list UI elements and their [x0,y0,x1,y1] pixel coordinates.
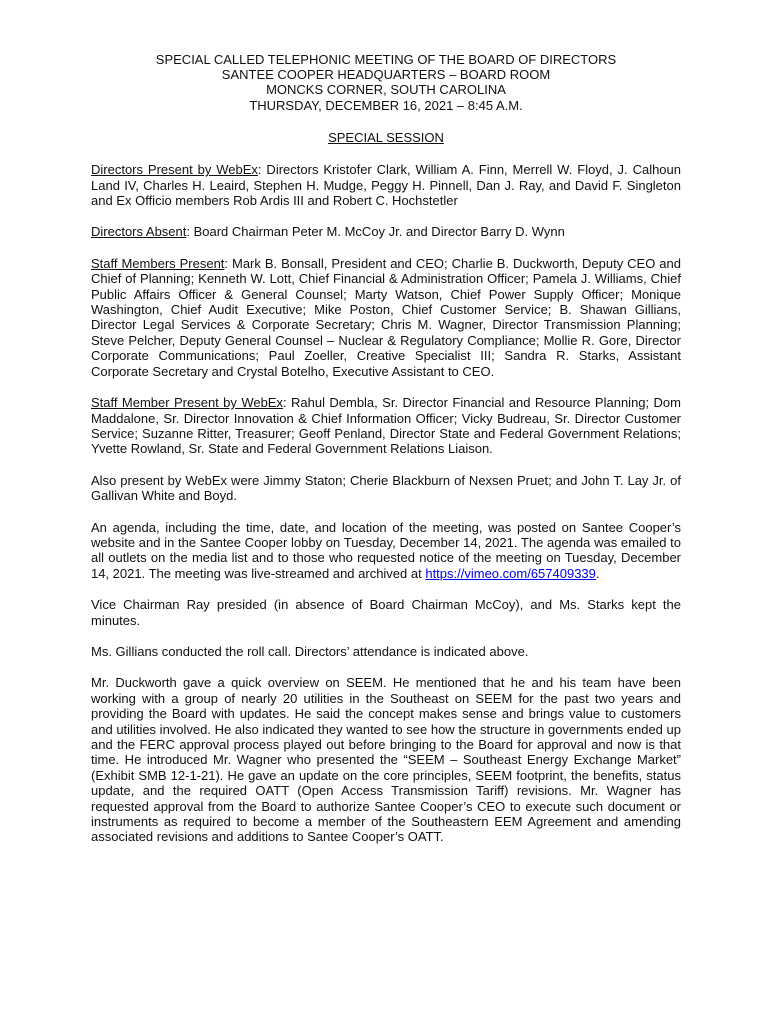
directors-absent-text: : Board Chairman Peter M. McCoy Jr. and Director Barry D. Wynn [186,224,565,240]
staff-webex-label: Staff Member Present by WebEx [91,395,283,411]
header-location: SANTEE COOPER HEADQUARTERS – BOARD ROOM [221,67,551,83]
agenda-paragraph [91,520,681,582]
directors-present-text: : Directors Kristofer Clark, William A. Finn, Merrell W. Floyd, J. Calhoun Land IV, Charles H. Leaird, Stephen H. Mudge, Peggy H. Pinnell, Dan J. Ray, and David F. Singleton and Ex Officio members Rob Ardis III and Robert C. Hochstetler [91,162,681,209]
header-city: MONCKS CORNER, SOUTH CAROLINA [266,82,506,98]
header-title: SPECIAL CALLED TELEPHONIC MEETING OF THE BOARD OF DIRECTORS [155,52,617,67]
roll-call-paragraph: Ms. Gillians conducted the roll call. Directors’ attendance is indicated above. [91,643,529,659]
presided-paragraph: Vice Chairman Ray presided (in absence of Board Chairman McCoy), and Ms. Starks kept the minutes. [91,597,681,628]
also-present-paragraph: Also present by WebEx were Jimmy Staton; Cherie Blackburn of Nexsen Pruet; and John T. Lay Jr. of Gallivan White and Boyd. [91,472,681,504]
vimeo-link[interactable]: https://vimeo.com/657409339 [425,565,596,581]
directors-absent-label: Directors Absent [91,224,187,240]
staff-present-label: Staff Members Present [91,255,225,271]
staff-present-text: : Mark B. Bonsall, President and CEO; Charlie B. Duckworth, Deputy CEO and Chief of Planning; Kenneth W. Lott, Chief Financial & Administration Officer; Pamela J. Williams, Chief Public Affairs Officer & General Counsel; Marty Watson, Chief Power Supply Officer; Monique Washington, Chief Audit Executive; Mike Poston, Chief Customer Service; B. Shawan Gillians, Director Legal Services & Corporate Secretary; Chris M. Wagner, Director Transmission Planning; Steve Pelcher, Deputy General Counsel – Nuclear & Regulatory Compliance; Mollie R. Gore, Director Corporate Communications; Paul Zoeller, Creative Specialist III; Sandra R. Starks, Assistant Corporate Secretary and Crystal Botelho, Executive Assistant to CEO. [91,255,681,379]
staff-present-paragraph [91,256,681,379]
header-date: THURSDAY, DECEMBER 16, 2021 – 8:45 A.M. [249,97,523,113]
directors-present-label: Directors Present by WebEx [91,162,258,178]
meeting-header [91,52,681,113]
staff-webex-text: : Rahul Dembla, Sr. Director Financial and Resource Planning; Dom Maddalone, Sr. Director Innovation & Chief Information Officer; Vicky Budreau, Sr. Director Customer Service; Suzanne Ritter, Treasurer; Geoff Penland, Director State and Federal Government Relations; Yvette Rowland, Sr. State and Federal Government Relations Liaison. [91,395,681,457]
session-title: SPECIAL SESSION [328,129,444,145]
directors-absent-paragraph [91,224,681,239]
seem-paragraph: Mr. Duckworth gave a quick overview on SEEM. He mentioned that he and his team have been working with a group of nearly 20 utilities in the Southeast on SEEM for the past two years and providing the Board with updates. He said the concept makes sense and brings value to customers and utilities involved. He also indicated they wanted to see how the structure in governments ended up and the FERC approval process played out before bringing to the Board for approval and now is that time. He introduced Mr. Wagner who presented the “SEEM – Southeast Energy Exchange Market” (Exhibit SMB 12-1-21). He gave an update on the core principles, SEEM footprint, the benefits, status update, and the required OATT (Open Access Transmission Tariff) revisions. Mr. Wagner has requested approval from the Board to authorize Santee Cooper’s CEO to execute such document or instruments as required to become a member of the Southeastern EEM Agreement and amending associated revisions and additions to Santee Cooper’s OATT. [91,675,681,845]
staff-webex-paragraph [91,395,681,457]
agenda-text: An agenda, including the time, date, and location of the meeting, was posted on Santee Cooper’s website and in the Santee Cooper lobby on Tuesday, December 14, 2021. The agenda was emailed to all outlets on the media list and to those who requested notice of the meeting on Tuesday, December 14, 2021. The meeting was live-streamed and archived at [91,519,681,581]
agenda-end: . [595,565,600,581]
directors-present-paragraph [91,162,681,208]
